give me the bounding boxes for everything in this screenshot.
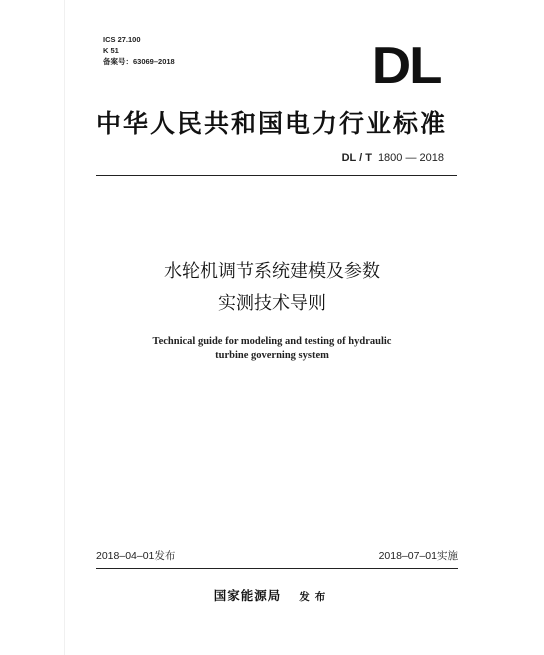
standard-number: [342, 152, 444, 164]
industry-standard-title: 中华人民共和国电力行业标准: [96, 109, 448, 138]
classification-block: [103, 34, 175, 67]
publish-date: 2018–04–01发布: [96, 550, 176, 562]
implement-date: 2018–07–01实施: [378, 550, 458, 562]
standard-prefix: DL / T: [341, 152, 372, 164]
ics-code: ICS 27.100: [103, 35, 141, 44]
date-row: [96, 548, 458, 562]
footer-divider: [96, 568, 458, 569]
dl-logo: DL: [371, 37, 440, 95]
issuer-name: 国家能源局: [213, 588, 282, 603]
ccs-code: K 51: [103, 46, 119, 55]
chinese-title-line-2: 实测技术导则: [218, 293, 326, 314]
filing-number: 备案号：63069–2018: [103, 57, 175, 66]
header-divider: [96, 175, 457, 176]
issuer-action: 发布: [299, 591, 331, 603]
chinese-title: [0, 256, 544, 320]
issuer: [0, 585, 544, 604]
english-title: [0, 335, 544, 363]
english-title-line-2: turbine governing system: [215, 350, 329, 361]
standard-code: 1800 — 2018: [377, 152, 444, 164]
english-title-line-1: Technical guide for modeling and testing of hydraulic: [152, 336, 392, 347]
chinese-title-line-1: 水轮机调节系统建模及参数: [164, 261, 380, 282]
